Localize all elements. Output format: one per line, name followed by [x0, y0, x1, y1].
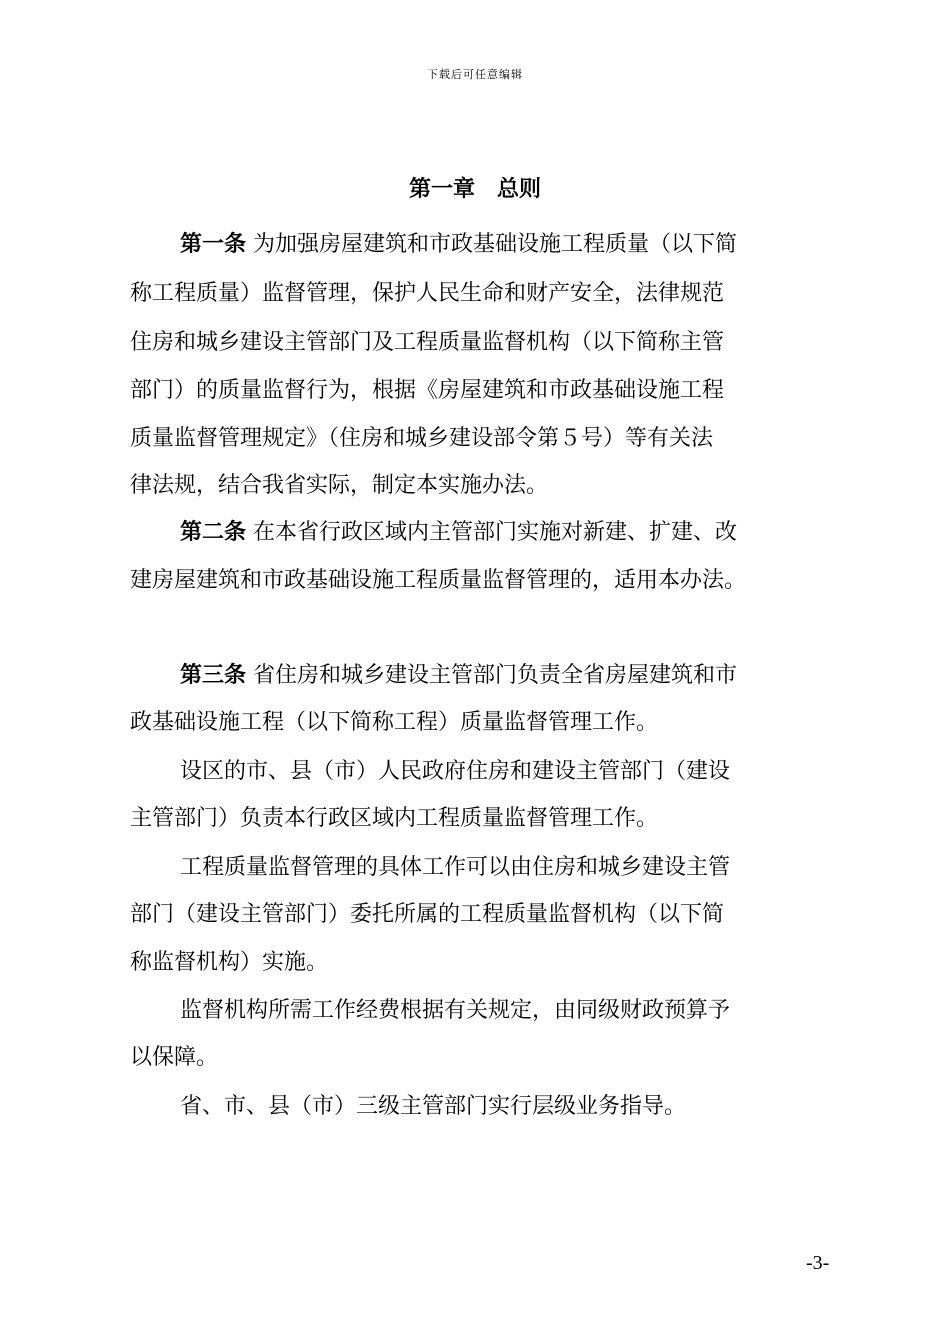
paragraph-4-line-1: 省、市、县（市）三级主管部门实行层级业务指导。: [180, 1094, 687, 1119]
article-1-line-1: [180, 230, 737, 260]
article-1-line-6: 律法规，结合我省实际，制定本实施办法。: [130, 473, 549, 498]
article-2-line-1: [180, 518, 737, 548]
chapter-title: 第一章 总则: [408, 177, 541, 202]
paragraph-2-line-2: 部门（建设主管部门）委托所属的工程质量监督机构（以下简: [130, 902, 725, 927]
article-3-text: 省住房和城乡建设主管部门负责全省房屋建筑和市: [253, 663, 738, 688]
article-1-line-4: 部门）的质量监督行为，根据《房屋建筑和市政基础设施工程: [130, 378, 725, 403]
article-3-line-2: 政基础设施工程（以下简称工程）质量监督管理工作。: [130, 710, 659, 735]
paragraph-1-line-2: 主管部门）负责本行政区域内工程质量监督管理工作。: [130, 806, 659, 831]
paragraph-2-line-3: 称监督机构）实施。: [130, 950, 329, 975]
article-1-line-2: 称工程质量）监督管理，保护人民生命和财产安全，法律规范: [130, 281, 725, 306]
article-2-text: 在本省行政区域内主管部门实施对新建、扩建、改: [253, 520, 738, 545]
article-2-heading: 第二条: [180, 520, 247, 545]
article-1-text: 为加强房屋建筑和市政基础设施工程质量（以下简: [253, 232, 738, 257]
page-number: -3-: [806, 1252, 830, 1274]
article-1-line-5: 质量监督管理规定》（住房和城乡建设部令第５号）等有关法: [130, 426, 714, 451]
article-1-heading: 第一条: [180, 232, 247, 257]
article-3-heading: 第三条: [180, 663, 247, 688]
page-header: 下载后可任意编辑: [427, 68, 523, 81]
article-1-line-3: 住房和城乡建设主管部门及工程质量监督机构（以下简称主管: [130, 330, 725, 355]
article-2-line-2: 建房屋建筑和市政基础设施工程质量监督管理的，适用本办法。: [130, 568, 747, 593]
paragraph-2-line-1: 工程质量监督管理的具体工作可以由住房和城乡建设主管: [180, 855, 731, 880]
paragraph-3-line-1: 监督机构所需工作经费根据有关规定，由同级财政预算予: [180, 998, 731, 1023]
paragraph-1-line-1: 设区的市、县（市）人民政府住房和建设主管部门（建设: [180, 759, 731, 784]
article-3-line-1: [180, 661, 737, 691]
paragraph-3-line-2: 以保障。: [130, 1045, 219, 1070]
